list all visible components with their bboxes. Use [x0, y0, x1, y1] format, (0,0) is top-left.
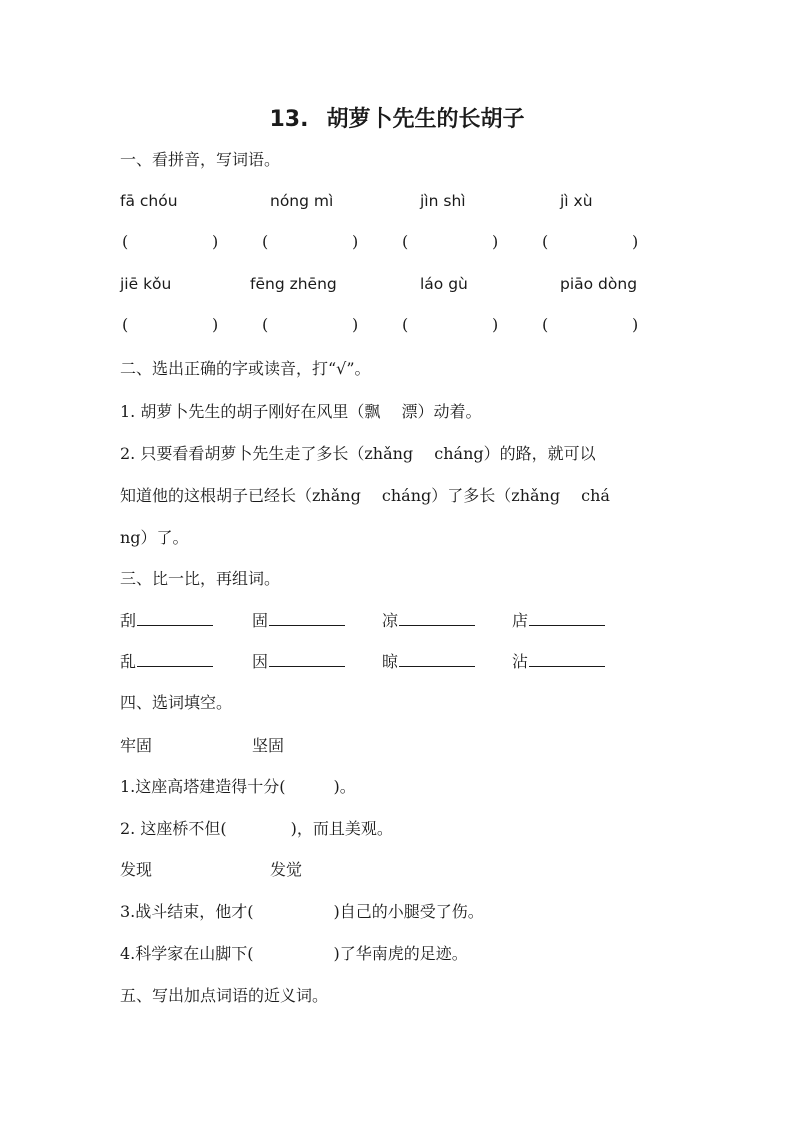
page-title	[0, 102, 794, 133]
paren-close: )	[352, 232, 359, 251]
compare-item: 沾	[512, 649, 605, 672]
pinyin-item: jiē kǒu	[120, 275, 172, 293]
section1-heading: 一、看拼音，写词语。	[120, 150, 281, 169]
answer-blank[interactable]	[137, 611, 213, 626]
paren-open: (	[122, 232, 129, 251]
paren-open: (	[542, 232, 549, 251]
question-4-2: 2. 这座桥不但( )，而且美观。	[120, 819, 393, 838]
compare-item: 刮	[120, 608, 213, 631]
word-choice: 发现	[120, 860, 153, 879]
compare-item: 晾	[382, 649, 475, 672]
paren-close: )	[632, 232, 639, 251]
pinyin-item: nóng mì	[270, 192, 334, 210]
answer-blank[interactable]	[137, 652, 213, 667]
section3-heading: 三、比一比，再组词。	[120, 569, 281, 588]
pinyin-item: fā chóu	[120, 192, 178, 210]
compare-item: 乱	[120, 649, 213, 672]
compare-item: 固	[252, 608, 345, 631]
word-choice: 发觉	[270, 860, 303, 879]
question-2-2-line2: 知道他的这根胡子已经长（zhǎng cháng）了多长（zhǎng chá	[120, 486, 610, 505]
section4-heading: 四、选词填空。	[120, 693, 233, 712]
question-4-1: 1.这座高塔建造得十分( )。	[120, 777, 356, 796]
paren-open: (	[262, 315, 269, 334]
answer-blank[interactable]	[269, 611, 345, 626]
paren-open: (	[262, 232, 269, 251]
paren-close: )	[212, 232, 219, 251]
compare-item: 凉	[382, 608, 475, 631]
paren-close: )	[492, 232, 499, 251]
word-choice: 牢固	[120, 736, 153, 755]
lesson-title: 胡萝卜先生的长胡子	[326, 107, 525, 132]
question-2-2-line3: ng）了。	[120, 528, 189, 547]
answer-blank[interactable]	[269, 652, 345, 667]
section2-heading: 二、选出正确的字或读音，打“√”。	[120, 359, 371, 378]
paren-open: (	[402, 315, 409, 334]
pinyin-item: piāo dòng	[560, 275, 638, 293]
paren-close: )	[212, 315, 219, 334]
pinyin-item: fēng zhēng	[250, 275, 337, 293]
paren-open: (	[542, 315, 549, 334]
word-choice: 坚固	[252, 736, 285, 755]
paren-close: )	[492, 315, 499, 334]
compare-item: 因	[252, 649, 345, 672]
section5-heading: 五、写出加点词语的近义词。	[120, 986, 329, 1005]
question-2-2-line1: 2. 只要看看胡萝卜先生走了多长（zhǎng cháng）的路，就可以	[120, 444, 596, 463]
question-4-3: 3.战斗结束，他才( )自己的小腿受了伤。	[120, 902, 484, 921]
pinyin-item: jìn shì	[420, 192, 466, 210]
paren-open: (	[122, 315, 129, 334]
paren-close: )	[352, 315, 359, 334]
answer-blank[interactable]	[529, 652, 605, 667]
pinyin-item: láo gù	[420, 275, 468, 293]
answer-blank[interactable]	[399, 652, 475, 667]
lesson-number: 13.	[269, 107, 309, 132]
compare-item: 店	[512, 608, 605, 631]
pinyin-item: jì xù	[560, 192, 593, 210]
answer-blank[interactable]	[399, 611, 475, 626]
answer-blank[interactable]	[529, 611, 605, 626]
paren-close: )	[632, 315, 639, 334]
question-2-1: 1. 胡萝卜先生的胡子刚好在风里（飘 漂）动着。	[120, 402, 482, 421]
paren-open: (	[402, 232, 409, 251]
question-4-4: 4.科学家在山脚下( )了华南虎的足迹。	[120, 944, 468, 963]
